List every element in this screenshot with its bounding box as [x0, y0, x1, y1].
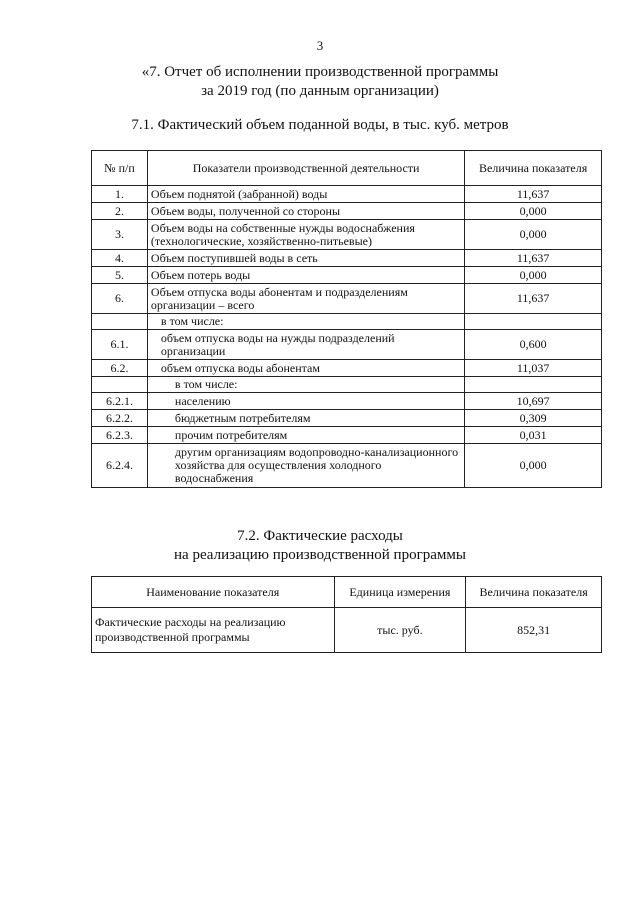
row-number: 6.2.3.	[92, 427, 148, 444]
row-label: Объем поднятой (забранной) воды	[147, 186, 464, 203]
row-value: 0,000	[465, 444, 602, 488]
table-row	[92, 220, 602, 250]
report-heading-line1: «7. Отчет об исполнении производственной программы	[141, 64, 499, 80]
table-row	[92, 360, 602, 377]
table-row	[92, 444, 602, 488]
row-value: 0,600	[465, 330, 602, 360]
row-value: 0,000	[465, 267, 602, 284]
column-header-value: Величина показателя	[466, 577, 602, 608]
table-row	[92, 203, 602, 220]
row-label: Объем воды на собственные нужды водоснабжения (технологические, хозяйственно-питьевые)	[147, 220, 464, 250]
row-value: 11,637	[465, 186, 602, 203]
water-volume-table	[91, 150, 602, 488]
expense-unit: тыс. руб.	[334, 608, 466, 653]
table-row	[92, 377, 602, 393]
row-number: 4.	[92, 250, 148, 267]
row-value: 10,697	[465, 393, 602, 410]
table-header-row	[92, 577, 602, 608]
row-label: Объем потерь воды	[147, 267, 464, 284]
section-71-title: 7.1. Фактический объем поданной воды, в тыс. куб. метров	[131, 117, 509, 133]
column-header-number: № п/п	[92, 151, 148, 186]
table-row	[92, 427, 602, 444]
page-number: 3	[316, 38, 324, 53]
expense-label: Фактические расходы на реализацию производственной программы	[92, 608, 335, 653]
row-value: 0,031	[465, 427, 602, 444]
row-label: Объем воды, полученной со стороны	[147, 203, 464, 220]
column-header-name: Наименование показателя	[92, 577, 335, 608]
row-number: 1.	[92, 186, 148, 203]
section-72-title	[80, 527, 560, 565]
row-number: 6.2.	[92, 360, 148, 377]
expense-value: 852,31	[466, 608, 602, 653]
row-number: 5.	[92, 267, 148, 284]
row-number	[92, 377, 148, 393]
table-row	[92, 410, 602, 427]
row-label: в том числе:	[147, 377, 464, 393]
table-row	[92, 330, 602, 360]
table-row	[92, 250, 602, 267]
report-heading	[80, 63, 560, 101]
row-number: 3.	[92, 220, 148, 250]
row-label: бюджетным потребителям	[147, 410, 464, 427]
row-value	[465, 377, 602, 393]
row-number: 6.	[92, 284, 148, 314]
row-value: 0,000	[465, 203, 602, 220]
column-header-value: Величина показателя	[465, 151, 602, 186]
row-label: населению	[147, 393, 464, 410]
table-row	[92, 267, 602, 284]
expenses-table	[91, 576, 602, 653]
row-value: 0,000	[465, 220, 602, 250]
section-72-title-line1: 7.2. Фактические расходы	[237, 528, 403, 544]
table-row	[92, 608, 602, 653]
report-heading-line2: за 2019 год (по данным организации)	[201, 83, 439, 99]
column-header-indicator: Показатели производственной деятельности	[147, 151, 464, 186]
row-value	[465, 314, 602, 330]
row-value: 11,037	[465, 360, 602, 377]
row-value: 11,637	[465, 284, 602, 314]
column-header-unit: Единица измерения	[334, 577, 466, 608]
table-header-row	[92, 151, 602, 186]
row-label: объем отпуска воды абонентам	[147, 360, 464, 377]
row-label: прочим потребителям	[147, 427, 464, 444]
table-row	[92, 314, 602, 330]
table-row	[92, 393, 602, 410]
row-label: Объем отпуска воды абонентам и подразделениям организации – всего	[147, 284, 464, 314]
row-number	[92, 314, 148, 330]
row-number: 6.1.	[92, 330, 148, 360]
row-number: 6.2.1.	[92, 393, 148, 410]
section-72-title-line2: на реализацию производственной программы	[174, 547, 466, 563]
row-label: объем отпуска воды на нужды подразделений организации	[147, 330, 464, 360]
table-row	[92, 284, 602, 314]
row-value: 0,309	[465, 410, 602, 427]
table-row	[92, 186, 602, 203]
row-label: в том числе:	[147, 314, 464, 330]
row-number: 6.2.2.	[92, 410, 148, 427]
row-value: 11,637	[465, 250, 602, 267]
row-number: 6.2.4.	[92, 444, 148, 488]
row-label: Объем поступившей воды в сеть	[147, 250, 464, 267]
row-label: другим организациям водопроводно-канализационного хозяйства для осуществления холодного водоснабжения	[147, 444, 464, 488]
row-number: 2.	[92, 203, 148, 220]
